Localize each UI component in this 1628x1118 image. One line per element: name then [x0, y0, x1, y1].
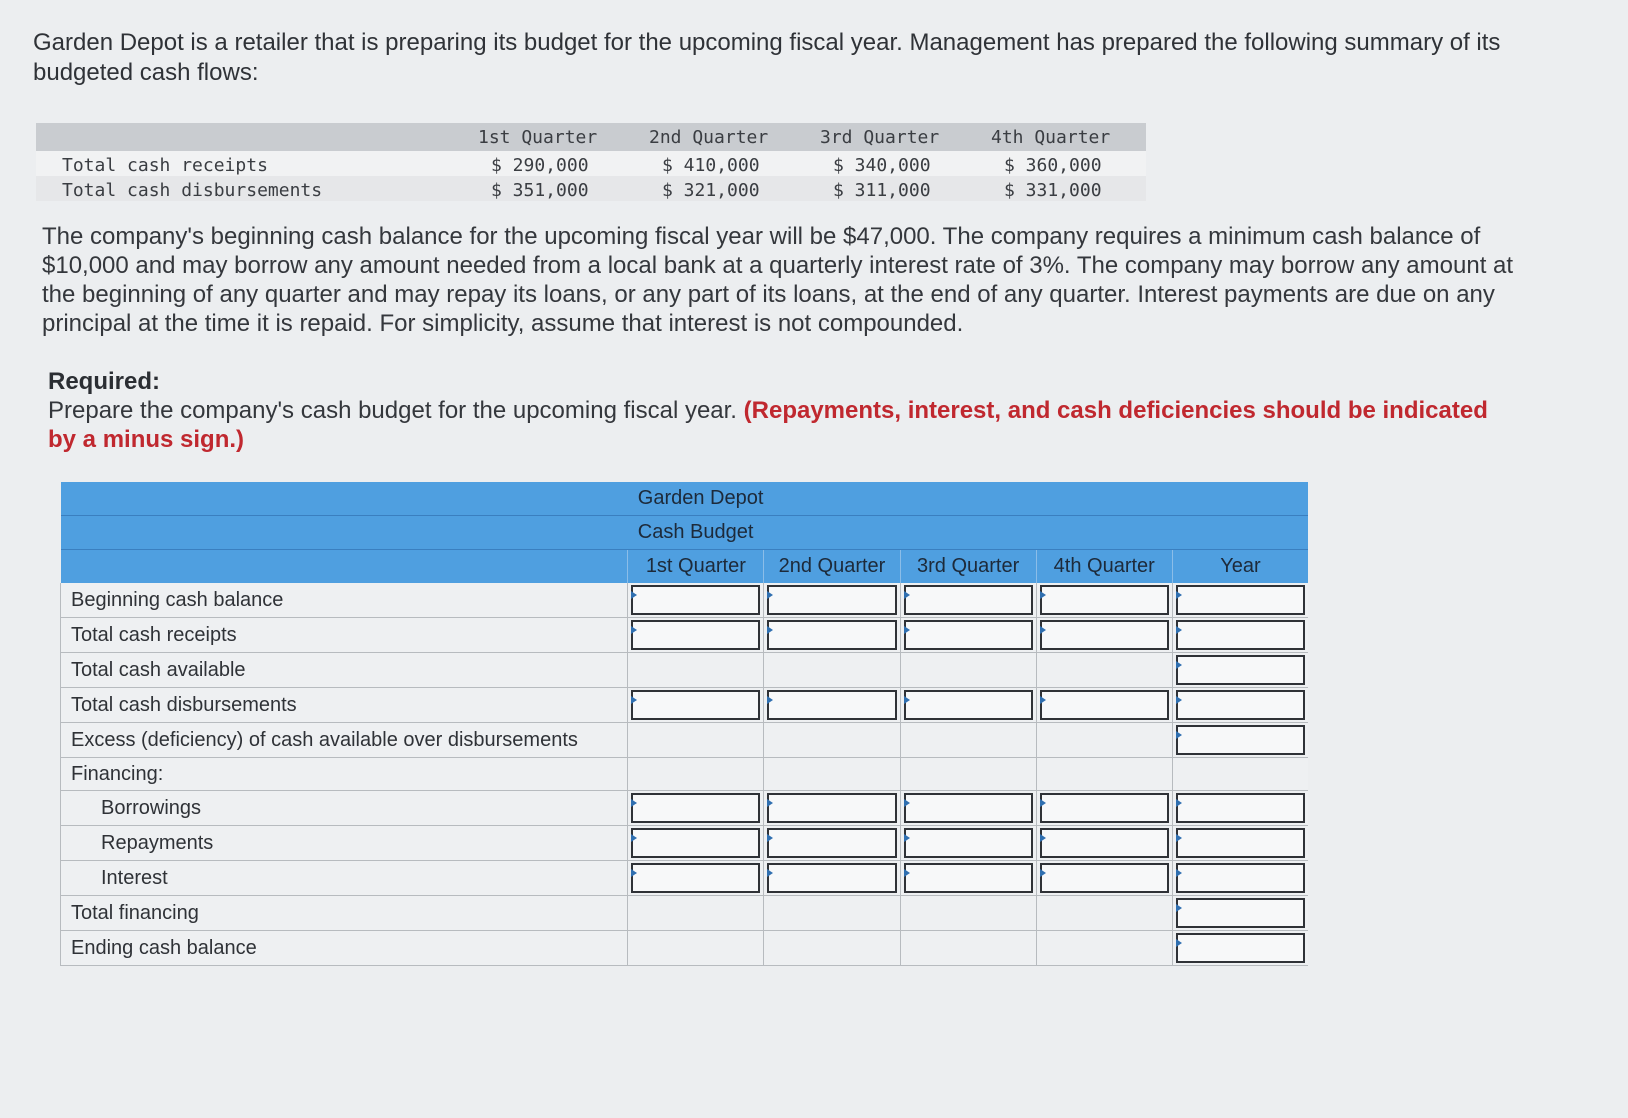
empty-cell [901, 759, 1036, 789]
table-row [61, 896, 1309, 931]
summary-header: 4th Quarter [991, 127, 1111, 148]
answer-input[interactable] [904, 863, 1033, 893]
computed-cell [1037, 898, 1172, 928]
cash-budget-worksheet [60, 482, 1308, 966]
table-row [61, 861, 1309, 896]
budget-company-name: Garden Depot [628, 482, 1308, 516]
answer-input[interactable] [1176, 690, 1305, 720]
summary-row-label: Total cash receipts [62, 155, 268, 176]
answer-input[interactable] [904, 620, 1033, 650]
summary-value: $ 351,000 [491, 180, 589, 201]
summary-row-receipts [36, 151, 1146, 176]
summary-value: $ 290,000 [491, 155, 589, 176]
computed-cell [901, 898, 1036, 928]
computed-cell [628, 725, 763, 755]
answer-input[interactable] [1176, 725, 1305, 755]
computed-cell [901, 655, 1036, 685]
answer-input[interactable] [1040, 793, 1169, 823]
column-header: 2nd Quarter [764, 550, 900, 584]
answer-input[interactable] [631, 863, 760, 893]
computed-cell [764, 898, 899, 928]
computed-cell [1037, 655, 1172, 685]
answer-input[interactable] [1040, 690, 1169, 720]
empty-cell [764, 759, 899, 789]
answer-input[interactable] [1040, 828, 1169, 858]
answer-input[interactable] [1040, 585, 1169, 615]
table-row [61, 688, 1309, 723]
budget-title-row [61, 516, 1309, 550]
summary-row-disbursements [36, 176, 1146, 201]
row-label: Ending cash balance [61, 931, 628, 966]
computed-cell [901, 725, 1036, 755]
computed-cell [764, 655, 899, 685]
table-row [61, 618, 1309, 653]
empty-cell [1037, 759, 1172, 789]
row-label: Total cash receipts [61, 618, 628, 653]
column-header: 3rd Quarter [900, 550, 1036, 584]
summary-value: $ 311,000 [833, 180, 931, 201]
answer-input[interactable] [1040, 620, 1169, 650]
answer-input[interactable] [904, 690, 1033, 720]
answer-input[interactable] [1176, 863, 1305, 893]
column-header: 4th Quarter [1036, 550, 1172, 584]
summary-row-label: Total cash disbursements [62, 180, 323, 201]
table-row [61, 791, 1309, 826]
column-header: 1st Quarter [628, 550, 764, 584]
computed-cell [628, 655, 763, 685]
required-heading: Required: [48, 368, 161, 395]
required-text [48, 396, 1518, 454]
problem-paragraph: The company's beginning cash balance for the upcoming fiscal year will be $47,000. The company requires a minimum cash balance of $10,000 and may borrow any amount needed from a local bank at a quarterly interest rate of 3%. The company may borrow any amount at the beginning of any quarter and may repay its loans, or any part of its loans, at the end of any quarter. Interest payments are due on any principal at the time it is repaid. For simplicity, assume that interest is not compounded. [42, 223, 1514, 337]
empty-cell [1173, 759, 1308, 789]
cash-flow-summary-table [36, 123, 1146, 201]
computed-cell [764, 933, 899, 963]
empty-cell [628, 759, 763, 789]
answer-input[interactable] [904, 793, 1033, 823]
row-label: Borrowings [61, 791, 628, 826]
answer-input[interactable] [631, 793, 760, 823]
summary-value: $ 340,000 [833, 155, 931, 176]
summary-value: $ 410,000 [662, 155, 760, 176]
required-instruction: Prepare the company's cash budget for the upcoming fiscal year. [48, 397, 737, 424]
answer-input[interactable] [631, 585, 760, 615]
row-label: Interest [61, 861, 628, 896]
answer-input[interactable] [1176, 793, 1305, 823]
computed-cell [628, 898, 763, 928]
answer-input[interactable] [904, 585, 1033, 615]
intro-text: Garden Depot is a retailer that is preparing its budget for the upcoming fiscal year. Management has prepared the following summary of its budgeted cash flows: [33, 29, 1501, 86]
table-row [61, 723, 1309, 758]
answer-input[interactable] [767, 585, 896, 615]
required-note: (Repayments, interest, and cash deficiencies should be indicated by a minus sign.) [48, 397, 1488, 453]
computed-cell [628, 933, 763, 963]
computed-cell [764, 725, 899, 755]
answer-input[interactable] [767, 863, 896, 893]
answer-input[interactable] [767, 620, 896, 650]
computed-cell [1037, 725, 1172, 755]
table-row [61, 583, 1309, 618]
table-row [61, 826, 1309, 861]
answer-input[interactable] [631, 620, 760, 650]
answer-input[interactable] [767, 828, 896, 858]
answer-input[interactable] [1176, 898, 1305, 928]
row-label: Financing: [61, 758, 628, 791]
row-label: Total financing [61, 896, 628, 931]
answer-input[interactable] [1176, 933, 1305, 963]
column-header: Year [1172, 550, 1308, 584]
summary-value: $ 321,000 [662, 180, 760, 201]
computed-cell [901, 933, 1036, 963]
table-row [61, 931, 1309, 966]
answer-input[interactable] [1176, 620, 1305, 650]
row-label: Excess (deficiency) of cash available over disbursements [61, 723, 628, 758]
summary-header-row [36, 123, 1146, 151]
answer-input[interactable] [904, 828, 1033, 858]
row-label: Total cash available [61, 653, 628, 688]
answer-input[interactable] [1040, 863, 1169, 893]
summary-value: $ 331,000 [1004, 180, 1102, 201]
answer-input[interactable] [1176, 828, 1305, 858]
summary-header: 3rd Quarter [820, 127, 940, 148]
computed-cell [1037, 933, 1172, 963]
row-label: Beginning cash balance [61, 583, 628, 618]
budget-title: Cash Budget [628, 516, 1308, 550]
row-label: Total cash disbursements [61, 688, 628, 723]
budget-company-row [61, 482, 1309, 516]
answer-input[interactable] [631, 828, 760, 858]
answer-input[interactable] [767, 690, 896, 720]
table-row [61, 653, 1309, 688]
row-label: Repayments [61, 826, 628, 861]
summary-value: $ 360,000 [1004, 155, 1102, 176]
answer-input[interactable] [1176, 655, 1305, 685]
table-row [61, 758, 1309, 791]
summary-header: 2nd Quarter [649, 127, 769, 148]
answer-input[interactable] [1176, 585, 1305, 615]
summary-header: 1st Quarter [478, 127, 598, 148]
answer-input[interactable] [631, 690, 760, 720]
budget-column-header-row [61, 550, 1309, 584]
answer-input[interactable] [767, 793, 896, 823]
